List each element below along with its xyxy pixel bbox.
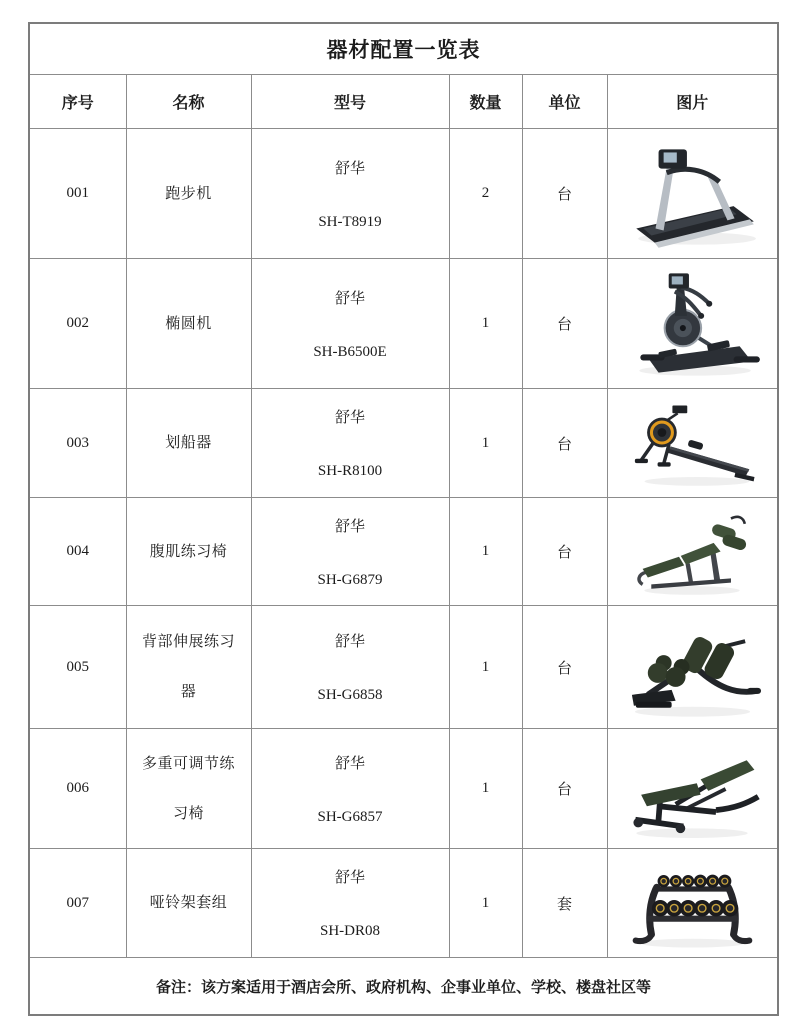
image-cell <box>607 498 778 606</box>
equipment-table <box>28 22 779 1016</box>
image-cell <box>607 389 778 498</box>
table-row <box>29 606 778 729</box>
model-cell <box>251 498 449 606</box>
image-cell <box>607 129 778 259</box>
qty-cell: 1 <box>449 389 522 498</box>
brand-label: 舒华 <box>334 870 365 886</box>
adjustable-bench-image <box>620 735 764 843</box>
table-row <box>29 498 778 606</box>
elliptical-image <box>616 267 768 381</box>
name-cell: 哑铃架套组 <box>126 849 251 958</box>
name-cell: 椭圆机 <box>126 259 251 389</box>
table-row <box>29 729 778 849</box>
brand-label: 舒华 <box>334 634 365 650</box>
model-label: SH-G6879 <box>317 571 383 588</box>
back-extension-image <box>618 611 767 723</box>
model-cell <box>251 849 449 958</box>
dumbbell-rack-image <box>627 854 758 952</box>
unit-cell: 台 <box>522 498 607 606</box>
ab-bench-image <box>627 503 757 600</box>
name-cell: 背部伸展练习器 <box>126 606 251 729</box>
model-cell <box>251 729 449 849</box>
serial-cell: 002 <box>29 259 126 389</box>
equipment-sheet <box>28 22 779 1016</box>
brand-label: 舒华 <box>334 755 365 772</box>
serial-cell: 003 <box>29 389 126 498</box>
treadmill-image <box>616 137 768 251</box>
name-cell: 腹肌练习椅 <box>126 498 251 606</box>
column-header-model: 型号 <box>251 75 449 129</box>
model-cell <box>251 259 449 389</box>
table-row <box>29 849 778 958</box>
model-label: SH-G6858 <box>317 687 383 703</box>
qty-cell: 1 <box>449 498 522 606</box>
rowing-machine-image <box>627 394 758 492</box>
image-cell <box>607 606 778 729</box>
image-cell <box>607 259 778 389</box>
table-title: 器材配置一览表 <box>29 23 778 75</box>
brand-label: 舒华 <box>334 410 365 426</box>
brand-label: 舒华 <box>334 290 365 307</box>
column-header-name: 名称 <box>126 75 251 129</box>
serial-cell: 004 <box>29 498 126 606</box>
serial-cell: 007 <box>29 849 126 958</box>
brand-label: 舒华 <box>334 160 365 177</box>
model-label: SH-DR08 <box>319 923 380 939</box>
serial-cell: 001 <box>29 129 126 259</box>
unit-cell: 台 <box>522 729 607 849</box>
name-cell: 跑步机 <box>126 129 251 259</box>
table-row <box>29 129 778 259</box>
name-cell: 划船器 <box>126 389 251 498</box>
model-label: SH-T8919 <box>318 213 382 230</box>
table-row <box>29 389 778 498</box>
serial-cell: 005 <box>29 606 126 729</box>
unit-cell: 台 <box>522 606 607 729</box>
model-cell <box>251 129 449 259</box>
model-cell <box>251 389 449 498</box>
column-header-serial: 序号 <box>29 75 126 129</box>
unit-cell: 台 <box>522 259 607 389</box>
qty-cell: 1 <box>449 729 522 849</box>
table-row <box>29 259 778 389</box>
model-cell <box>251 606 449 729</box>
qty-cell: 2 <box>449 129 522 259</box>
image-cell <box>607 729 778 849</box>
qty-cell: 1 <box>449 606 522 729</box>
qty-cell: 1 <box>449 849 522 958</box>
model-label: SH-R8100 <box>317 463 383 479</box>
unit-cell: 套 <box>522 849 607 958</box>
qty-cell: 1 <box>449 259 522 389</box>
brand-label: 舒华 <box>334 518 365 535</box>
column-header-unit: 单位 <box>522 75 607 129</box>
column-header-qty: 数量 <box>449 75 522 129</box>
unit-cell: 台 <box>522 389 607 498</box>
remarks-note: 备注：该方案适用于酒店会所、政府机构、企事业单位、学校、楼盘社区等 <box>29 958 778 1016</box>
model-label: SH-B6500E <box>313 343 387 360</box>
name-cell: 多重可调节练习椅 <box>126 729 251 849</box>
serial-cell: 006 <box>29 729 126 849</box>
column-header-image: 图片 <box>607 75 778 129</box>
unit-cell: 台 <box>522 129 607 259</box>
model-label: SH-G6857 <box>317 808 383 825</box>
image-cell <box>607 849 778 958</box>
